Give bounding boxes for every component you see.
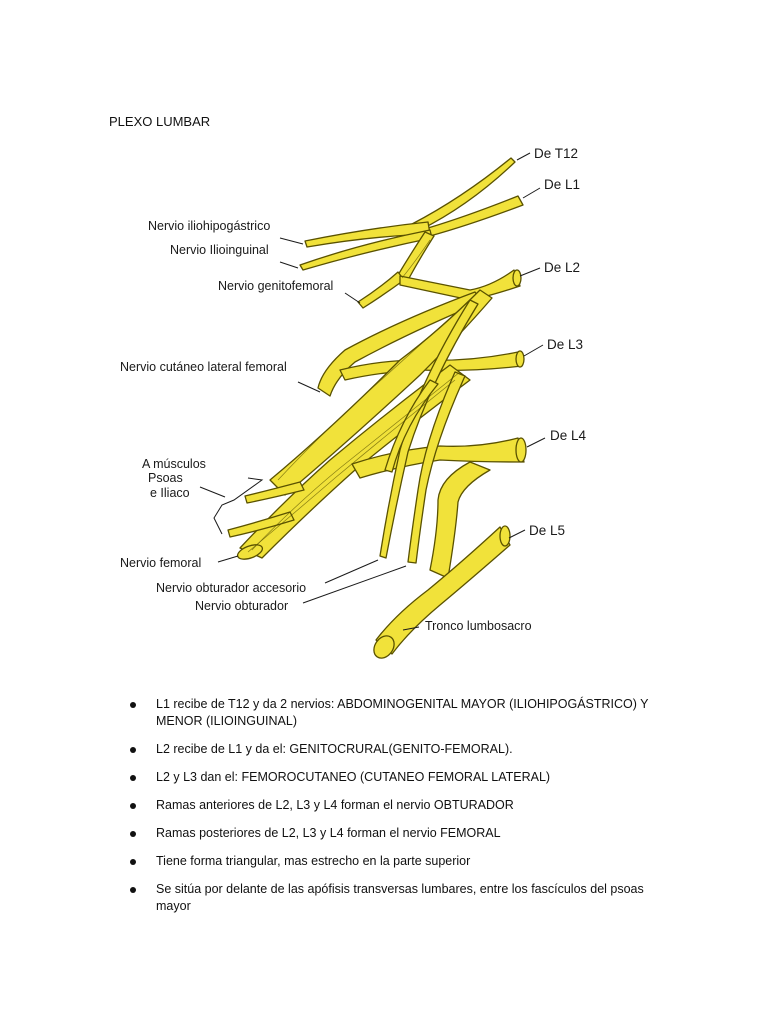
- bullet-dot: [130, 775, 136, 781]
- label-de-l2: De L2: [544, 260, 581, 275]
- nerve-l3-end: [516, 351, 524, 367]
- bullet-item: [130, 696, 670, 730]
- label-tronco: Tronco lumbosacro: [425, 619, 532, 633]
- nerve-l2: [400, 270, 520, 300]
- label-de-l1: De L1: [544, 177, 581, 192]
- bullet-text: Tiene forma triangular, mas estrecho en la parte superior: [156, 854, 471, 868]
- label-iliohipogastrico: Nervio iliohipogástrico: [148, 219, 271, 233]
- bullet-dot: [130, 859, 136, 865]
- bullet-dot: [130, 887, 136, 893]
- nerve-l4-end: [516, 438, 526, 462]
- label-a-musculos-2: Psoas: [148, 471, 183, 485]
- label-femoral: Nervio femoral: [120, 556, 202, 570]
- bullet-text: L2 recibe de L1 y da el: GENITOCRURAL(GENITO-FEMORAL).: [156, 742, 513, 756]
- label-de-l4: De L4: [550, 428, 587, 443]
- label-a-musculos-3: e Iliaco: [150, 486, 190, 500]
- bullet-dot: [130, 803, 136, 809]
- label-de-l5: De L5: [529, 523, 566, 538]
- bullet-item: [130, 741, 670, 758]
- bullet-list: [130, 696, 670, 926]
- bullet-text: L2 y L3 dan el: FEMOROCUTANEO (CUTANEO FEMORAL LATERAL): [156, 770, 551, 784]
- bullet-text: L1 recibe de T12 y da 2 nervios: ABDOMINOGENITAL MAYOR (ILIOHIPOGÁSTRICO) Y MENOR (ILIOINGUINAL): [156, 697, 649, 728]
- bullet-dot: [130, 831, 136, 837]
- nerve-l5-end: [500, 526, 510, 546]
- label-de-t12: De T12: [534, 146, 579, 161]
- bullet-text: Ramas anteriores de L2, L3 y L4 forman el nervio OBTURADOR: [156, 798, 514, 812]
- bullet-item: [130, 881, 670, 915]
- bullet-item: [130, 769, 670, 786]
- bullet-item: [130, 853, 670, 870]
- nerve-genitofemoral: [358, 272, 404, 308]
- label-genitofemoral: Nervio genitofemoral: [218, 279, 334, 293]
- label-ilioinguinal: Nervio Ilioinguinal: [170, 243, 269, 257]
- label-obturador: Nervio obturador: [195, 599, 289, 613]
- bullet-item: [130, 797, 670, 814]
- label-obturador-accesorio: Nervio obturador accesorio: [156, 581, 307, 595]
- label-cutaneo-lateral: Nervio cutáneo lateral femoral: [120, 360, 287, 374]
- nerve-l2-end: [513, 270, 521, 286]
- bullet-dot: [130, 702, 136, 708]
- label-de-l3: De L3: [547, 337, 584, 352]
- page-title: PLEXO LUMBAR: [109, 114, 211, 129]
- bullet-text: Se sitúa por delante de las apófisis transversas lumbares, entre los fascículos del psoas mayor: [156, 882, 644, 913]
- label-a-musculos-1: A músculos: [142, 457, 206, 471]
- bullet-dot: [130, 747, 136, 753]
- bullet-item: [130, 825, 670, 842]
- bullet-text: Ramas posteriores de L2, L3 y L4 forman el nervio FEMORAL: [156, 826, 501, 840]
- figure-labels: [120, 146, 587, 633]
